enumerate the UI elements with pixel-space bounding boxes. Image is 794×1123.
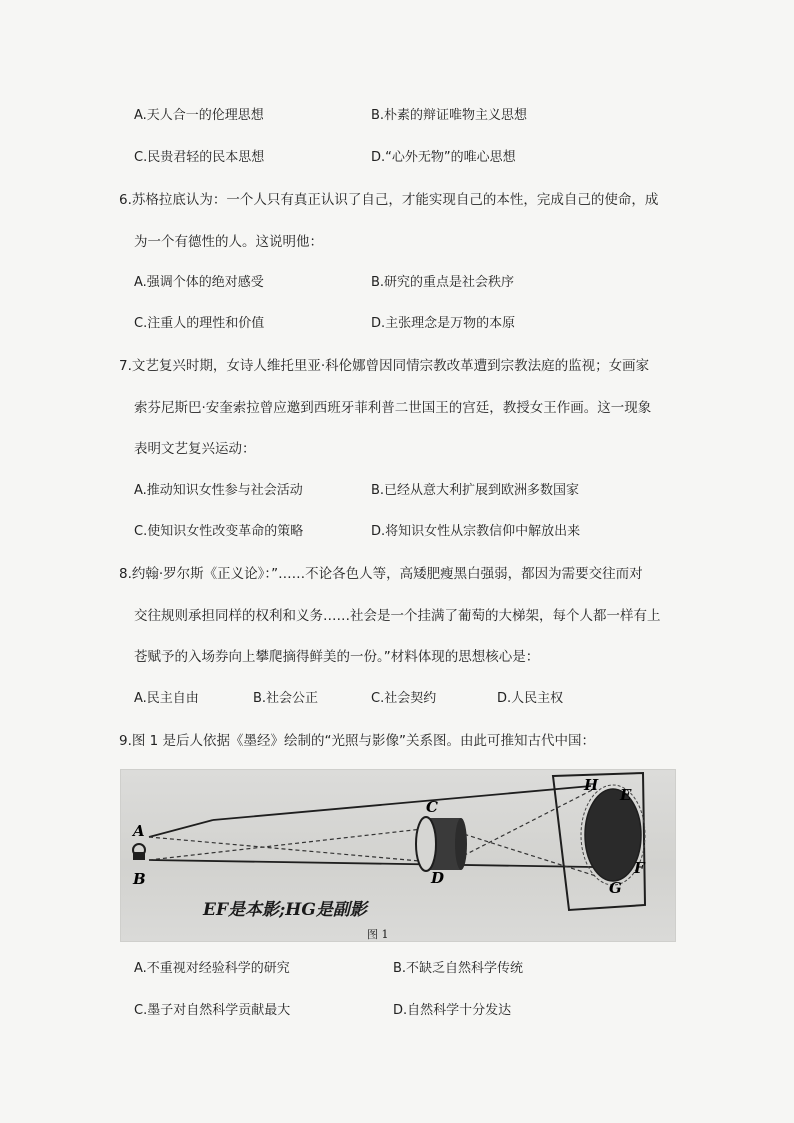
q8-stem-line-1: 8.约翰·罗尔斯《正义论》：”……不论各色人等，高矮肥瘦黑白强弱，都因为需要交往而对 [119, 566, 643, 582]
q9-option-a: A.不重视对经验科学的研究 [134, 961, 290, 976]
q8-stem-line-2: 交往规则承担同样的权利和义务……社会是一个挂满了葡萄的大梯架，每个人都一样有上 [134, 608, 661, 624]
q7-option-d: D.将知识女性从宗教信仰中解放出来 [371, 524, 581, 539]
q7-option-c: C.使知识女性改变革命的策略 [134, 524, 304, 539]
q9-stem-line-1: 9.图 1 是后人依据《墨经》绘制的“光照与影像”关系图。由此可推知古代中国： [119, 733, 596, 749]
q5-option-a: A.天人合一的伦理思想 [134, 108, 264, 123]
q7-stem-line-2: 索芬尼斯巴·安奎索拉曾应邀到西班牙菲利普二世国王的宫廷，教授女王作画。这一现象 [134, 400, 652, 416]
label-point-e: E [620, 786, 632, 804]
q8-option-a: A.民主自由 [134, 691, 199, 706]
q7-option-b: B.已经从意大利扩展到欧洲多数国家 [371, 483, 580, 498]
q9-light-shadow-figure [120, 769, 676, 942]
q5-option-b: B.朴素的辩证唯物主义思想 [371, 108, 528, 123]
label-point-d: D [431, 869, 445, 887]
q6-stem-line-1: 6.苏格拉底认为：一个人只有真正认识了自己，才能实现自己的本性，完成自己的使命，成 [119, 192, 659, 208]
label-point-c: C [426, 798, 438, 816]
light-shadow-diagram [121, 770, 675, 941]
ray-lower [149, 860, 593, 867]
object-cylinder-face [416, 817, 436, 871]
ray-dashed-a [149, 837, 431, 862]
q9-option-d: D.自然科学十分发达 [393, 1003, 512, 1018]
ray-dashed-c [451, 830, 596, 876]
label-point-b: B [133, 870, 146, 888]
label-point-h: H [584, 776, 599, 794]
q7-stem-line-1: 7.文艺复兴时期，女诗人维托里亚·科伦娜曾因同情宗教改革遭到宗教法庭的监视；女画家 [119, 358, 650, 374]
ray-upper-a [149, 820, 213, 837]
q8-option-b: B.社会公正 [253, 691, 319, 706]
q8-option-d: D.人民主权 [497, 691, 564, 706]
q5-option-c: C.民贵君轻的民本思想 [134, 150, 265, 165]
umbra-shadow [585, 789, 641, 881]
ray-upper-b [213, 786, 591, 820]
q8-stem-line-3: 苍赋予的入场券向上攀爬摘得鲜美的一份。”材料体现的思想核心是： [134, 649, 540, 665]
q6-option-a: A.强调个体的绝对感受 [134, 275, 264, 290]
label-point-f: F [634, 859, 645, 877]
q6-option-d: D.主张理念是万物的本原 [371, 316, 516, 331]
label-point-g: G [609, 879, 622, 897]
q7-option-a: A.推动知识女性参与社会活动 [134, 483, 303, 498]
q7-stem-line-3: 表明文艺复兴运动： [134, 441, 256, 457]
q6-stem-line-2: 为一个有德性的人。这说明他： [134, 234, 323, 250]
label-point-a: A [133, 822, 145, 840]
q6-option-c: C.注重人的理性和价值 [134, 316, 265, 331]
ray-dashed-b [149, 828, 431, 860]
figure-number: 图 1 [367, 928, 389, 941]
q9-option-c: C.墨子对自然科学贡献最大 [134, 1003, 291, 1018]
q8-option-c: C.社会契约 [371, 691, 437, 706]
object-cylinder-back [455, 818, 467, 870]
q5-option-d: D.“心外无物”的唯心思想 [371, 150, 516, 165]
ray-dashed-d [451, 788, 596, 862]
q9-option-b: B.不缺乏自然科学传统 [393, 961, 524, 976]
light-source-base [133, 852, 145, 860]
figure-caption: EF是本影;HG是副影 [203, 900, 367, 920]
q6-option-b: B.研究的重点是社会秩序 [371, 275, 515, 290]
